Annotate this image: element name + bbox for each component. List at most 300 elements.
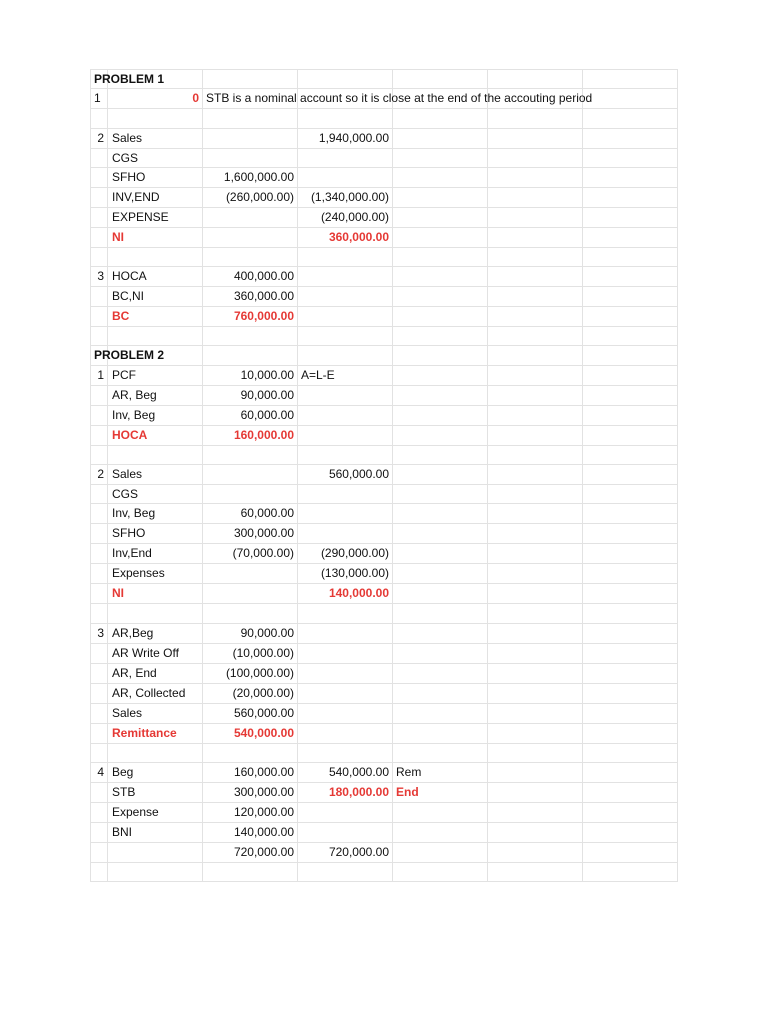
cell-overflow-text: NI (112, 229, 124, 244)
sheet-cell[interactable]: 140,000.00 (203, 822, 298, 842)
sheet-cell[interactable] (298, 327, 393, 346)
sheet-cell[interactable]: 4 (91, 762, 108, 782)
sheet-cell[interactable] (583, 485, 678, 504)
sheet-cell[interactable] (393, 227, 488, 247)
sheet-cell[interactable] (393, 327, 488, 346)
sheet-cell[interactable] (583, 604, 678, 623)
sheet-cell[interactable] (488, 148, 583, 167)
sheet-cell[interactable] (488, 385, 583, 405)
sheet-cell[interactable] (393, 365, 488, 385)
sheet-cell[interactable]: 160,000.00 (203, 762, 298, 782)
sheet-cell[interactable] (583, 524, 678, 544)
spreadsheet (90, 69, 678, 882)
sheet-cell[interactable] (108, 743, 203, 762)
sheet-cell[interactable] (393, 683, 488, 703)
sheet-cell[interactable]: 10,000.00 (203, 365, 298, 385)
sheet-cell[interactable] (583, 89, 678, 109)
sheet-cell[interactable] (298, 643, 393, 663)
sheet-cell[interactable] (488, 663, 583, 683)
sheet-cell[interactable] (298, 703, 393, 723)
sheet-cell[interactable] (488, 109, 583, 128)
sheet-cell[interactable] (393, 425, 488, 445)
sheet-cell[interactable]: Inv, Beg (108, 405, 203, 425)
sheet-cell[interactable] (393, 663, 488, 683)
sheet-row (91, 703, 678, 723)
sheet-cell[interactable] (393, 762, 488, 782)
sheet-cell[interactable] (91, 327, 108, 346)
sheet-cell[interactable] (393, 207, 488, 227)
sheet-cell[interactable] (108, 485, 203, 504)
sheet-cell[interactable] (298, 802, 393, 822)
sheet-cell[interactable] (91, 743, 108, 762)
sheet-cell[interactable] (108, 564, 203, 584)
sheet-cell[interactable] (393, 604, 488, 623)
sheet-cell[interactable] (91, 663, 108, 683)
sheet-cell[interactable] (488, 743, 583, 762)
sheet-cell[interactable] (583, 128, 678, 148)
sheet-cell[interactable] (488, 802, 583, 822)
sheet-cell[interactable] (298, 663, 393, 683)
sheet-cell[interactable] (583, 544, 678, 564)
sheet-cell[interactable] (91, 247, 108, 266)
sheet-cell[interactable] (488, 822, 583, 842)
sheet-cell[interactable] (108, 604, 203, 623)
sheet-cell[interactable] (91, 643, 108, 663)
sheet-cell[interactable] (203, 485, 298, 504)
sheet-cell[interactable] (393, 346, 488, 365)
sheet-cell[interactable] (583, 167, 678, 187)
sheet-cell[interactable] (298, 405, 393, 425)
sheet-cell[interactable]: STB (108, 782, 203, 802)
sheet-cell[interactable]: 0 (108, 89, 203, 109)
sheet-row (91, 405, 678, 425)
sheet-cell[interactable] (298, 485, 393, 504)
sheet-cell[interactable] (91, 70, 165, 89)
sheet-cell[interactable]: (10,000.00) (203, 643, 298, 663)
sheet-cell[interactable] (583, 405, 678, 425)
sheet-cell[interactable] (393, 167, 488, 187)
sheet-cell[interactable]: (130,000.00) (298, 564, 393, 584)
sheet-cell[interactable] (393, 504, 488, 524)
sheet-cell[interactable] (488, 267, 583, 287)
sheet-cell[interactable]: 2 (91, 465, 108, 485)
sheet-cell[interactable] (108, 109, 203, 128)
sheet-cell[interactable] (91, 109, 108, 128)
sheet-cell[interactable] (488, 327, 583, 346)
sheet-cell[interactable] (91, 167, 108, 187)
sheet-cell[interactable]: (290,000.00) (298, 544, 393, 564)
sheet-cell[interactable] (583, 584, 678, 604)
sheet-cell[interactable] (393, 148, 488, 167)
sheet-cell[interactable] (91, 445, 108, 464)
sheet-cell[interactable] (298, 723, 393, 743)
sheet-cell[interactable]: 300,000.00 (203, 524, 298, 544)
sheet-cell[interactable] (583, 207, 678, 227)
sheet-cell[interactable] (203, 109, 298, 128)
sheet-cell[interactable] (583, 822, 678, 842)
sheet-cell[interactable] (203, 604, 298, 623)
sheet-cell[interactable]: INV,END (108, 187, 203, 207)
sheet-cell[interactable] (488, 762, 583, 782)
sheet-cell[interactable] (393, 623, 488, 643)
sheet-cell[interactable]: Inv, Beg (108, 504, 203, 524)
sheet-cell[interactable] (583, 109, 678, 128)
sheet-cell[interactable] (91, 822, 108, 842)
sheet-cell[interactable] (583, 564, 678, 584)
sheet-cell[interactable] (91, 207, 108, 227)
sheet-cell[interactable] (393, 703, 488, 723)
sheet-cell[interactable] (488, 862, 583, 881)
sheet-cell[interactable]: HOCA (108, 267, 203, 287)
sheet-cell[interactable] (393, 445, 488, 464)
sheet-cell[interactable] (393, 247, 488, 266)
sheet-row (91, 663, 678, 683)
sheet-cell[interactable] (488, 128, 583, 148)
sheet-cell[interactable] (298, 743, 393, 762)
sheet-cell[interactable] (298, 524, 393, 544)
sheet-cell[interactable] (393, 405, 488, 425)
cell-overflow-text: CGS (112, 150, 139, 165)
sheet-cell[interactable]: 90,000.00 (203, 623, 298, 643)
sheet-cell[interactable]: 540,000.00 (298, 762, 393, 782)
sheet-cell[interactable] (583, 842, 678, 862)
sheet-cell[interactable] (91, 405, 108, 425)
sheet-cell[interactable]: 760,000.00 (203, 307, 298, 327)
sheet-cell[interactable]: 720,000.00 (298, 842, 393, 862)
sheet-cell[interactable] (488, 842, 583, 862)
sheet-cell[interactable] (298, 504, 393, 524)
sheet-cell[interactable]: PCF (108, 365, 203, 385)
sheet-cell[interactable]: SFHO (108, 524, 203, 544)
sheet-cell[interactable] (298, 425, 393, 445)
sheet-cell[interactable] (488, 445, 583, 464)
sheet-cell[interactable] (488, 524, 583, 544)
sheet-cell[interactable] (583, 365, 678, 385)
sheet-cell[interactable] (393, 128, 488, 148)
cell-overflow-text: Sales (112, 467, 143, 482)
sheet-cell[interactable]: 140,000.00 (298, 584, 393, 604)
sheet-cell[interactable] (91, 346, 165, 365)
sheet-cell[interactable] (298, 167, 393, 187)
sheet-cell[interactable] (108, 128, 203, 148)
sheet-cell[interactable]: 560,000.00 (298, 465, 393, 485)
sheet-cell[interactable]: (1,340,000.00) (298, 187, 393, 207)
sheet-cell[interactable] (488, 504, 583, 524)
sheet-cell[interactable] (393, 862, 488, 881)
sheet-cell[interactable] (488, 405, 583, 425)
sheet-cell[interactable] (203, 148, 298, 167)
sheet-cell[interactable]: 1,940,000.00 (298, 128, 393, 148)
sheet-cell[interactable] (393, 643, 488, 663)
sheet-cell[interactable] (488, 584, 583, 604)
sheet-cell[interactable] (488, 425, 583, 445)
sheet-cell[interactable] (108, 207, 203, 227)
sheet-cell[interactable] (108, 247, 203, 266)
sheet-cell[interactable] (298, 109, 393, 128)
sheet-cell[interactable]: 300,000.00 (203, 782, 298, 802)
sheet-cell[interactable] (203, 70, 298, 89)
sheet-cell[interactable]: 560,000.00 (203, 703, 298, 723)
sheet-cell[interactable] (298, 148, 393, 167)
sheet-cell[interactable] (583, 445, 678, 464)
sheet-cell[interactable] (488, 187, 583, 207)
sheet-cell[interactable]: Inv,End (108, 544, 203, 564)
sheet-cell[interactable] (488, 683, 583, 703)
sheet-cell[interactable]: (100,000.00) (203, 663, 298, 683)
sheet-cell[interactable] (203, 327, 298, 346)
sheet-cell[interactable] (583, 743, 678, 762)
sheet-cell[interactable] (583, 782, 678, 802)
sheet-cell[interactable] (488, 365, 583, 385)
sheet-cell[interactable] (91, 148, 108, 167)
sheet-cell[interactable] (298, 623, 393, 643)
sheet-cell[interactable] (393, 524, 488, 544)
sheet-cell[interactable]: HOCA (108, 425, 203, 445)
sheet-cell[interactable] (298, 862, 393, 881)
sheet-cell[interactable]: AR, End (108, 663, 203, 683)
sheet-cell[interactable]: 180,000.00 (298, 782, 393, 802)
sheet-cell[interactable]: 360,000.00 (298, 227, 393, 247)
sheet-cell[interactable] (488, 247, 583, 266)
sheet-cell[interactable] (583, 187, 678, 207)
sheet-cell[interactable] (298, 683, 393, 703)
sheet-cell[interactable] (203, 862, 298, 881)
sheet-cell[interactable] (393, 485, 488, 504)
sheet-cell[interactable] (583, 70, 678, 89)
sheet-cell[interactable] (108, 862, 203, 881)
sheet-cell[interactable] (203, 128, 298, 148)
sheet-cell[interactable] (583, 683, 678, 703)
sheet-row (91, 623, 678, 643)
sheet-cell[interactable] (298, 70, 393, 89)
sheet-cell[interactable] (91, 782, 108, 802)
sheet-cell[interactable] (298, 445, 393, 464)
sheet-cell[interactable]: 1,600,000.00 (203, 167, 298, 187)
sheet-cell[interactable] (91, 802, 108, 822)
sheet-cell[interactable] (583, 762, 678, 782)
sheet-cell[interactable] (583, 504, 678, 524)
sheet-cell[interactable] (583, 862, 678, 881)
sheet-cell[interactable]: Expense (108, 802, 203, 822)
sheet-row (91, 247, 678, 266)
sheet-cell[interactable] (393, 267, 488, 287)
sheet-cell[interactable] (583, 623, 678, 643)
sheet-cell[interactable] (488, 723, 583, 743)
sheet-cell[interactable] (298, 307, 393, 327)
sheet-cell[interactable] (108, 148, 203, 167)
cell-overflow-text: EXPENSE (112, 209, 169, 224)
sheet-cell[interactable] (488, 346, 583, 365)
sheet-cell[interactable] (91, 604, 108, 623)
sheet-cell[interactable]: AR, Beg (108, 385, 203, 405)
sheet-row (91, 327, 678, 346)
sheet-cell[interactable] (583, 802, 678, 822)
sheet-cell[interactable] (393, 465, 488, 485)
sheet-cell[interactable]: BC,NI (108, 287, 203, 307)
sheet-cell[interactable]: BC (108, 307, 203, 327)
sheet-cell[interactable] (393, 544, 488, 564)
sheet-row (91, 485, 678, 504)
sheet-cell[interactable] (91, 504, 108, 524)
sheet-cell[interactable] (298, 385, 393, 405)
sheet-cell[interactable] (393, 187, 488, 207)
sheet-cell[interactable]: 120,000.00 (203, 802, 298, 822)
sheet-cell[interactable] (583, 703, 678, 723)
sheet-cell[interactable] (91, 385, 108, 405)
sheet-cell[interactable] (298, 604, 393, 623)
sheet-cell[interactable] (91, 703, 108, 723)
sheet-cell[interactable] (583, 148, 678, 167)
sheet-cell[interactable] (393, 802, 488, 822)
sheet-cell[interactable] (91, 425, 108, 445)
sheet-cell[interactable]: 90,000.00 (203, 385, 298, 405)
sheet-cell[interactable] (393, 723, 488, 743)
sheet-cell[interactable]: 3 (91, 267, 108, 287)
sheet-cell[interactable] (488, 167, 583, 187)
sheet-cell[interactable] (393, 287, 488, 307)
sheet-cell[interactable] (488, 287, 583, 307)
sheet-cell[interactable] (91, 544, 108, 564)
sheet-cell[interactable] (583, 663, 678, 683)
sheet-cell[interactable] (583, 267, 678, 287)
sheet-cell[interactable] (203, 584, 298, 604)
sheet-cell[interactable] (298, 346, 393, 365)
sheet-cell[interactable] (488, 643, 583, 663)
sheet-cell[interactable]: (70,000.00) (203, 544, 298, 564)
sheet-cell[interactable]: SFHO (108, 167, 203, 187)
sheet-cell[interactable] (203, 465, 298, 485)
sheet-cell[interactable]: 60,000.00 (203, 405, 298, 425)
sheet-cell[interactable] (91, 564, 108, 584)
sheet-cell[interactable] (488, 465, 583, 485)
sheet-cell[interactable]: 2 (91, 128, 108, 148)
sheet-cell[interactable] (91, 683, 108, 703)
sheet-cell[interactable] (91, 227, 108, 247)
sheet-cell[interactable]: 400,000.00 (203, 267, 298, 287)
sheet-cell[interactable] (488, 307, 583, 327)
sheet-cell[interactable] (203, 247, 298, 266)
sheet-cell[interactable] (583, 385, 678, 405)
sheet-cell[interactable]: (240,000.00) (298, 207, 393, 227)
sheet-cell[interactable] (393, 70, 488, 89)
sheet-cell[interactable] (203, 743, 298, 762)
sheet-cell[interactable]: (260,000.00) (203, 187, 298, 207)
sheet-cell[interactable]: 3 (91, 623, 108, 643)
sheet-cell[interactable]: 540,000.00 (203, 723, 298, 743)
sheet-cell[interactable] (488, 485, 583, 504)
sheet-cell[interactable] (583, 723, 678, 743)
sheet-cell[interactable] (583, 247, 678, 266)
sheet-row (91, 862, 678, 881)
sheet-cell[interactable] (393, 842, 488, 862)
sheet-cell[interactable]: Sales (108, 703, 203, 723)
sheet-cell[interactable]: 60,000.00 (203, 504, 298, 524)
sheet-cell[interactable]: 360,000.00 (203, 287, 298, 307)
sheet-cell[interactable] (393, 743, 488, 762)
sheet-row (91, 70, 678, 89)
sheet-cell[interactable] (583, 327, 678, 346)
sheet-cell[interactable] (203, 564, 298, 584)
sheet-cell[interactable] (108, 584, 203, 604)
sheet-cell[interactable] (203, 89, 593, 109)
sheet-cell[interactable]: 160,000.00 (203, 425, 298, 445)
sheet-cell[interactable] (488, 227, 583, 247)
sheet-cell[interactable] (203, 346, 298, 365)
sheet-cell[interactable] (488, 623, 583, 643)
sheet-cell[interactable]: Beg (108, 762, 203, 782)
sheet-cell[interactable] (108, 465, 203, 485)
sheet-cell[interactable] (583, 227, 678, 247)
sheet-cell[interactable] (393, 564, 488, 584)
sheet-row (91, 346, 678, 365)
sheet-cell[interactable] (91, 307, 108, 327)
sheet-cell[interactable]: 1 (91, 89, 108, 109)
sheet-cell[interactable]: BNI (108, 822, 203, 842)
sheet-cell[interactable] (108, 842, 203, 862)
sheet-cell[interactable] (298, 267, 393, 287)
sheet-cell[interactable] (488, 703, 583, 723)
sheet-cell[interactable] (393, 822, 488, 842)
sheet-cell[interactable]: AR, Collected (108, 683, 203, 703)
sheet-cell[interactable] (108, 227, 203, 247)
sheet-cell[interactable] (91, 584, 108, 604)
sheet-cell[interactable] (203, 207, 298, 227)
sheet-cell[interactable] (583, 425, 678, 445)
sheet-cell[interactable] (393, 584, 488, 604)
sheet-cell[interactable]: AR Write Off (108, 643, 203, 663)
sheet-cell[interactable] (488, 544, 583, 564)
sheet-cell[interactable] (488, 782, 583, 802)
sheet-cell[interactable] (91, 187, 108, 207)
sheet-cell[interactable] (393, 385, 488, 405)
sheet-cell[interactable] (393, 782, 488, 802)
sheet-cell[interactable] (583, 346, 678, 365)
sheet-cell[interactable] (298, 247, 393, 266)
sheet-cell[interactable]: AR,Beg (108, 623, 203, 643)
sheet-cell[interactable] (488, 604, 583, 623)
sheet-cell[interactable] (488, 70, 583, 89)
sheet-cell[interactable] (393, 109, 488, 128)
sheet-cell[interactable] (393, 307, 488, 327)
sheet-cell[interactable] (91, 842, 108, 862)
sheet-cell[interactable] (108, 327, 203, 346)
sheet-row (91, 287, 678, 307)
sheet-cell[interactable]: 720,000.00 (203, 842, 298, 862)
sheet-cell[interactable] (488, 564, 583, 584)
sheet-cell[interactable] (91, 287, 108, 307)
sheet-cell[interactable]: (20,000.00) (203, 683, 298, 703)
sheet-row (91, 524, 678, 544)
sheet-cell[interactable] (203, 445, 298, 464)
sheet-cell[interactable] (583, 287, 678, 307)
sheet-cell[interactable] (91, 524, 108, 544)
sheet-cell[interactable] (298, 365, 393, 385)
sheet-cell[interactable] (203, 227, 298, 247)
cell-overflow-text: Sales (112, 130, 143, 145)
sheet-cell[interactable] (298, 822, 393, 842)
sheet-cell[interactable] (91, 485, 108, 504)
sheet-cell[interactable] (488, 207, 583, 227)
sheet-cell[interactable]: Remittance (108, 723, 203, 743)
sheet-cell[interactable] (583, 465, 678, 485)
sheet-cell[interactable] (583, 307, 678, 327)
sheet-cell[interactable]: 1 (91, 365, 108, 385)
sheet-cell[interactable] (583, 643, 678, 663)
sheet-cell[interactable] (91, 723, 108, 743)
sheet-cell[interactable] (298, 287, 393, 307)
sheet-cell[interactable] (91, 862, 108, 881)
sheet-cell[interactable] (108, 445, 203, 464)
